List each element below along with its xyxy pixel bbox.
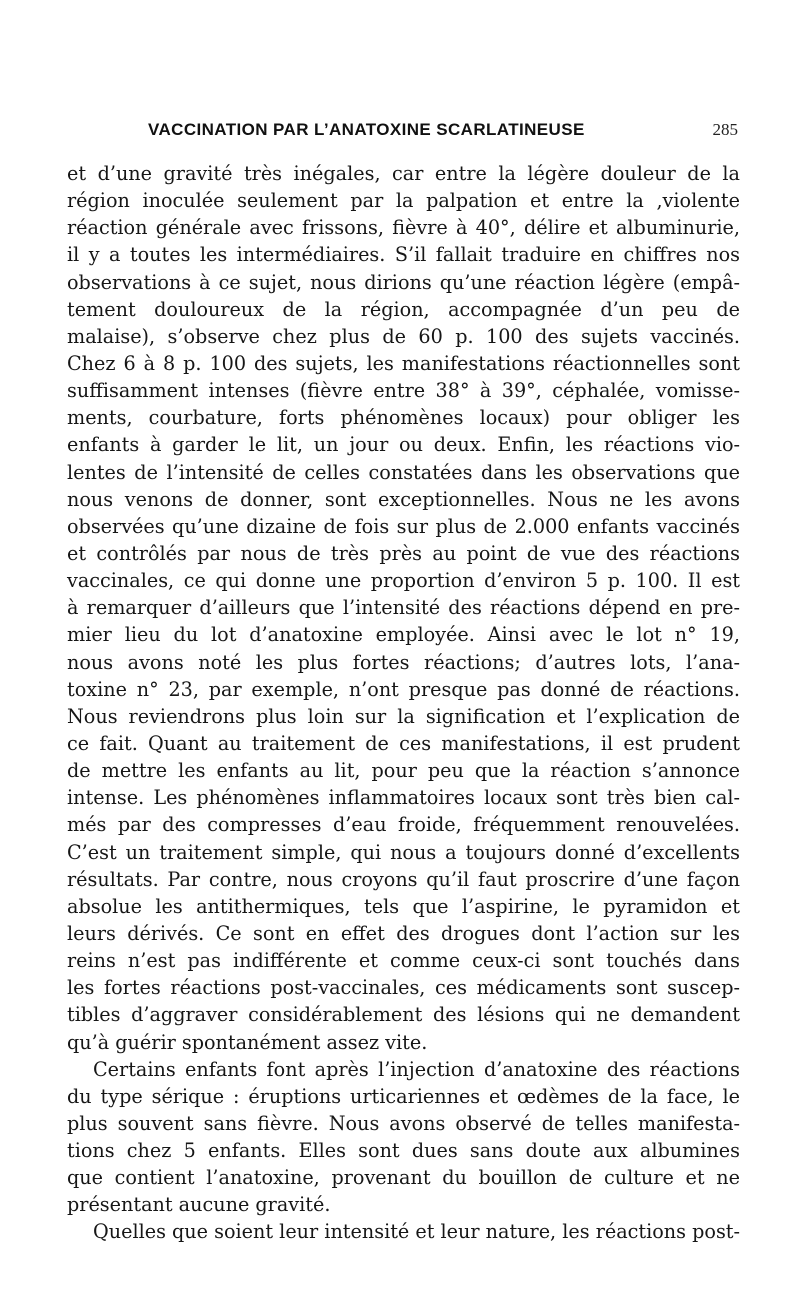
paragraph-3 [67,1218,740,1245]
text-line: Quelles que soient leur intensité et leur nature, les réactions post- [93,1220,740,1244]
text-line: C’est un traitement simple, qui nous a toujours donné d’excellents [67,840,740,864]
text-line: toxine n° 23, par exemple, n’ont presque pas donné de réactions. [67,677,740,701]
text-line: présentant aucune gravité. [67,1193,331,1217]
text-line: mier lieu du lot d’anatoxine employée. Ainsi avec le lot n° 19, [67,623,740,647]
text-line: et d’une gravité très inégales, car entre la légère douleur de la [67,162,740,185]
text-line: vaccinales, ce qui donne une proportion d’environ 5 p. 100. Il est [67,569,740,593]
text-line: les fortes réactions post-vaccinales, ces médicaments sont suscep- [67,976,740,1000]
text-line: tement douloureux de la région, accompagnée d’un peu de [67,297,740,321]
running-title: VACCINATION PAR L’ANATOXINE SCARLATINEUSE [148,120,585,139]
text-line: qu’à guérir spontanément assez vite. [67,1030,428,1054]
text-line: més par des compresses d’eau froide, fréquemment renouvelées. [67,813,740,837]
text-line: région inoculée seulement par la palpation et entre la ,violente [67,189,740,213]
text-line: enfants à garder le lit, un jour ou deux. Enfin, les réactions vio- [67,433,740,457]
body-text [67,160,740,1246]
text-line: ce fait. Quant au traitement de ces manifestations, il est prudent [67,731,740,755]
text-line: Nous reviendrons plus loin sur la signification et l’explication de [67,704,740,728]
text-line: tibles d’aggraver considérablement des lésions qui ne demandent [67,1003,740,1027]
text-line: que contient l’anatoxine, provenant du bouillon de culture et ne [67,1166,740,1190]
text-line: il y a toutes les intermédiaires. S’il fallait traduire en chiffres nos [67,243,740,267]
text-line: leurs dérivés. Ce sont en effet des drogues dont l’action sur les [67,921,740,945]
text-line: tions chez 5 enfants. Elles sont dues sans doute aux albumines [67,1139,740,1163]
text-line: ments, courbature, forts phénomènes locaux) pour obliger les [67,406,740,430]
text-line: et contrôlés par nous de très près au point de vue des réactions [67,541,740,565]
text-line: suffisamment intenses (fièvre entre 38° à 39°, céphalée, vomisse- [67,379,740,403]
paragraph-2 [67,1056,740,1219]
text-line: résultats. Par contre, nous croyons qu’il faut proscrire d’une façon [67,867,740,891]
page-number: 285 [712,120,738,139]
text-line: intense. Les phénomènes inflammatoires locaux sont très bien cal- [67,786,740,810]
text-line: lentes de l’intensité de celles constatées dans les observations que [67,460,740,484]
text-line: Certains enfants font après l’injection d’anatoxine des réactions [93,1057,740,1081]
text-line: de mettre les enfants au lit, pour peu que la réaction s’annonce [67,759,740,783]
text-line: Chez 6 à 8 p. 100 des sujets, les manifestations réactionnelles sont [67,351,740,375]
text-line: réaction générale avec frissons, fièvre à 40°, délire et albuminurie, [67,216,740,240]
text-line: malaise), s’observe chez plus de 60 p. 100 des sujets vaccinés. [67,324,740,348]
text-line: du type sérique : éruptions urticariennes et œdèmes de la face, le [67,1084,740,1108]
text-line: observations à ce sujet, nous dirions qu’une réaction légère (empâ- [67,270,740,294]
text-line: observées qu’une dizaine de fois sur plus de 2.000 enfants vaccinés [67,514,740,538]
paragraph-1 [67,160,740,1056]
text-line: nous avons noté les plus fortes réactions; d’autres lots, l’ana- [67,650,740,674]
text-line: nous venons de donner, sont exceptionnelles. Nous ne les avons [67,487,740,511]
text-line: reins n’est pas indifférente et comme ceux-ci sont touchés dans [67,949,740,973]
text-line: plus souvent sans fièvre. Nous avons observé de telles manifesta- [67,1111,740,1135]
text-line: absolue les antithermiques, tels que l’aspirine, le pyramidon et [67,894,740,918]
text-line: à remarquer d’ailleurs que l’intensité des réactions dépend en pre- [67,596,740,620]
